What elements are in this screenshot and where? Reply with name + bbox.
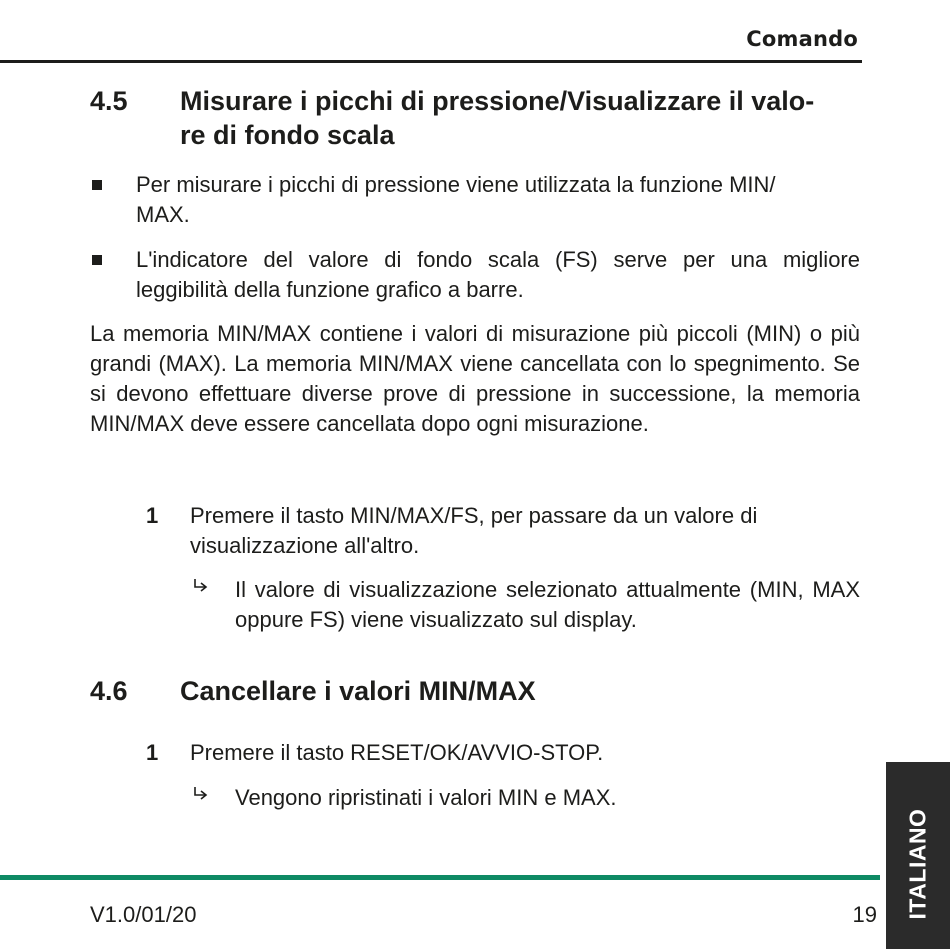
- version-label: V1.0/01/20: [90, 902, 197, 927]
- bullet-square-icon: [92, 255, 102, 265]
- step-text: Premere il tasto RESET/OK/AVVIO-STOP.: [190, 740, 604, 765]
- section-heading-4-5: [90, 84, 870, 152]
- result-item: [190, 783, 860, 813]
- section-number: 4.5: [90, 86, 128, 116]
- result-arrow-icon: [190, 784, 212, 806]
- bullet-square-icon: [92, 180, 102, 190]
- language-tab-label: ITALIANO: [904, 808, 931, 920]
- result-item: [190, 575, 860, 635]
- step-text: Premere il tasto MIN/MAX/FS, per passare da un valore di visualizzazione all'altro.: [190, 503, 758, 558]
- bullet-text: Per misurare i picchi di pressione viene utilizzata la funzione MIN/ MAX.: [136, 172, 776, 227]
- chapter-label: Comando: [746, 27, 858, 51]
- result-arrow-icon: [190, 576, 212, 598]
- step-number: 1: [146, 740, 159, 765]
- result-text: Vengono ripristinati i valori MIN e MAX.: [235, 785, 617, 810]
- footer-rule: [0, 875, 880, 880]
- bullet-list: [90, 170, 860, 305]
- step-item: [146, 738, 860, 768]
- bullet-text: L'indicatore del valore di fondo scala (FS) serve per una migliore leggibilità della funzione grafico a barre.: [136, 247, 860, 302]
- language-tab: [886, 762, 950, 949]
- step-item: [146, 501, 860, 561]
- section-title: Cancellare i valori MIN/MAX: [180, 676, 536, 706]
- step-number: 1: [146, 503, 159, 528]
- header-rule: [0, 60, 862, 63]
- bullet-item: [90, 245, 860, 305]
- result-text: Il valore di visualizzazione selezionato attualmente (MIN, MAX oppure FS) viene visualizzato sul display.: [235, 577, 860, 632]
- page-number: 19: [852, 902, 877, 927]
- body-paragraph: La memoria MIN/MAX contiene i valori di misurazione più piccoli (MIN) o più grandi (MAX). La memoria MIN/MAX viene cancellata con lo spegnimento. Se si devono effettuare diverse prove di pressione in successione, la memoria MIN/MAX deve essere cancellata dopo ogni misurazione.: [90, 321, 860, 436]
- section-title: Misurare i picchi di pressione/Visualizzare il valo- re di fondo scala: [180, 86, 815, 150]
- section-number: 4.6: [90, 676, 128, 706]
- bullet-item: [90, 170, 860, 230]
- section-heading-4-6: [90, 674, 870, 708]
